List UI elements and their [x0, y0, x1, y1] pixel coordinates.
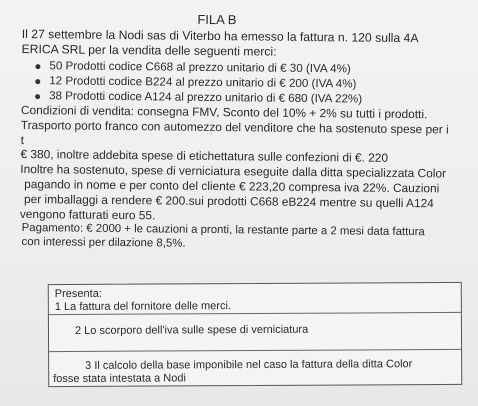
payment-terms — [19, 221, 449, 254]
condition-line: Inoltre ha sostenuto, spese di verniciatura eseguite dalla ditta specializzata Color — [20, 162, 447, 181]
condition-line: pagando in nome e per conto del cliente € 223,20 compresa iva 22%. Cauzioni — [24, 177, 440, 196]
task-1: 1 La fattura del fornitore delle merci. — [54, 300, 231, 314]
goods-list — [21, 58, 451, 108]
condition-line: per imballaggi a rendere € 200.sui prodotti C668 eB224 mentre su quelli A124 — [23, 191, 434, 211]
document-title: FILA B — [197, 11, 237, 28]
payment-line: Pagamento: € 2000 + le cauzioni a pronti, la restante parte a 2 mesi data fattura — [21, 222, 425, 239]
sale-conditions — [20, 103, 451, 226]
condition-line: Trasporto porto franco con automezzo del venditore che ha sostenuto spese per i t — [20, 117, 449, 147]
condition-line: Condizioni di vendita: consegna FMV, Sconto del 10% + 2% su tutti i prodotti. — [20, 102, 428, 122]
list-item: 12 Prodotti codice B224 al prezzo unitario di € 200 (IVA 4%) — [49, 73, 451, 92]
list-item: 50 Prodotti codice C668 al prezzo unitario di € 30 (IVA 4%) — [49, 58, 451, 77]
list-item: 38 Prodotti codice A124 al prezzo unitario di € 680 (IVA 22%) — [49, 88, 451, 107]
tasks-box — [48, 282, 463, 387]
task-row-1 — [49, 283, 461, 315]
exercise-text — [19, 10, 451, 254]
task-3-line-2: fosse stata intestata a Nodi — [53, 372, 186, 386]
intro-paragraph: Il 27 settembre la Nodi sas di Viterbo ha emesso la fattura n. 120 sulla 4A ERICA SRL per la vendita delle seguenti merci: — [21, 26, 418, 59]
condition-line: vengono fatturati euro 55. — [19, 206, 156, 222]
task-row-2 — [49, 313, 461, 352]
task-3-line-1: 3 Il calcolo della base imponibile nel caso la fattura della ditta Color — [85, 358, 413, 372]
condition-line: € 380, inoltre addebita spese di etichettatura sulle confezioni di €. 220 — [20, 147, 389, 166]
task-row-3 — [49, 350, 461, 386]
payment-line: con interessi per dilazione 8,5%. — [21, 236, 186, 251]
task-2: 2 Lo scorporo dell'iva sulle spese di verniciatura — [74, 323, 309, 337]
tasks-heading: Presenta: — [54, 287, 102, 301]
